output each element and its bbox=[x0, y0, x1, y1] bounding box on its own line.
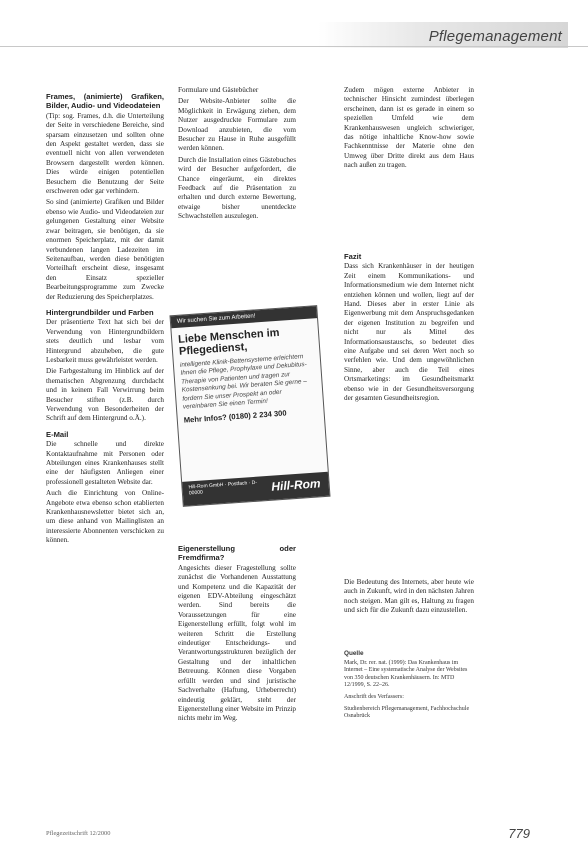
ad-address: Hill-Rom GmbH · Postfach · D-00000 bbox=[188, 479, 258, 497]
paragraph: Auch die Einrichtung von Online-Angebote etwa ebenso schon etablierten Krankenhausnewsletter bietet sich an, um diese anhand von Mailinglisten an interessierte Abonnenten verschicken zu können. bbox=[46, 489, 164, 545]
paragraph: Dass sich Krankenhäuser in der heutigen Zeit einem Kommunikations- und Informationsmedium wie dem Internet nicht entziehen können und wollen, liegt auf der Hand. Dieses aber in erster Linie als Eigenwerbung mit dem Anspruchsgedanken der eigenen Institution zu begreifen und nicht nur als Mittel des Informationsaustauschs, so bedeutet dies eine Aufgabe und sei deren Wert noch so verfehlen wie. Und dem ungewöhnlichen Sinne, aber auch die Teil eines Ortsmarketings: im Gesundheitsmarkt ebenso wie in der Gesundheitsversorgung der gesamten Gesundheitsregion. bbox=[344, 262, 474, 403]
sources-block bbox=[344, 650, 474, 725]
ad-phone: Mehr Infos? (0180) 2 234 300 bbox=[183, 408, 287, 426]
subheading-fazit: Fazit bbox=[344, 252, 362, 261]
header-rule bbox=[0, 46, 588, 47]
author-address: Studienbereich Pflegemanagement, Fachhochschule Osnabrück bbox=[344, 705, 470, 720]
paragraph: Der Website-Anbieter sollte die Möglichkeit in Erwägung ziehen, dem Nutzer ausgedruckte Formulare zum Download anzubieten, die vom Besucher zu Hause in Ruhe ausgefüllt werden können. bbox=[178, 97, 296, 153]
paragraph: (Tip: sog. Frames, d.h. die Unterteilung der Seite in verschiedene Bereiche, sind sparsam einzusetzen und sollten ohne den Aspekt gestaltet werden, dass sie eventuell nicht von allen verwendeten Browsern dargestellt werden können. Dies würde einigen potentiellen Besuchern die Benutzung der Seite erschweren oder gar verhindern. bbox=[46, 111, 164, 196]
journal-reference: Pflegezeitschrift 12/2000 bbox=[46, 830, 111, 837]
subheading-email: E-Mail bbox=[46, 429, 69, 439]
ad-footer bbox=[182, 472, 329, 506]
subheading-hintergrund: Hintergrundbilder und Farben bbox=[46, 307, 154, 317]
paragraph: Angesichts dieser Fragestellung sollte zunächst die Vorhandenen Ausstattung und Kompetenz und die Kapazität der eigenen EDV-Abteilung eingeschätzt werden. Sind bereits die Voraussetzungen für eine Eigenerstellung erfüllt, folgt wohl im weiteren Schritt die Erstellung eindeutiger Entscheidungs- und Verantwortungsstrukturen bezüglich der Gestaltung und der inhaltlichen Betreuung. Können diese Vorgaben erfüllt werden und sind juristische Sachverhalte (Haftung, Urheberrecht) eindeutig geklärt, steht der Eigenerstellung einer Website im Prinzip nichts mehr im Weg. bbox=[178, 563, 296, 723]
column-3-closing bbox=[344, 578, 474, 618]
page-section-title: Pflegemanagement bbox=[428, 28, 562, 45]
page-number: 779 bbox=[508, 826, 530, 841]
ad-title: Liebe Menschen im Pflegedienst, bbox=[177, 326, 280, 358]
ad-strip: Wir suchen Sie zum Arbeiten! bbox=[171, 306, 317, 328]
subheading-eigenerstellung: Eigenerstellung oder Fremdfirma? bbox=[178, 544, 296, 563]
ad-logo: Hill-Rom bbox=[270, 476, 322, 494]
ad-body: intelligente Klinik-Bettensysteme erleichtern Ihnen die Pflege, Prophylaxe und Dekubitus-Therapie von Patienten und tragen zur Kostensenkung bei. Wir beraten Sie gerne – fordern Sie unser Prospekt an oder vereinbaren Sie einen Termin! bbox=[179, 353, 308, 411]
advertisement bbox=[169, 305, 330, 507]
sources-text: Mark, Dr. rer. nat. (1999): Das Krankenhaus im Internet – Eine systematische Analyse der Websites von 350 deutschen Krankenhäusern. In: MTD 12/1999, S. 22–26. bbox=[344, 659, 468, 689]
column-2 bbox=[178, 86, 296, 224]
column-1 bbox=[46, 86, 164, 548]
subheading-frames: Frames, (animierte) Grafiken, Bilder, Audio- und Videodateien bbox=[46, 92, 164, 111]
column-3-fazit bbox=[344, 246, 474, 406]
paragraph: Die Farbgestaltung im Hinblick auf der thematischen Abgrenzung durchdacht und in keinem Fall Verwirrung beim Besucher stiften (z.B. durch Verwendung von Besonderheiten der Schrift auf dem Hintergrund o.Ä.). bbox=[46, 367, 164, 423]
paragraph: Durch die Installation eines Gästebuches wird der Besucher aufgefordert, die Chance eingeräumt, ein direktes Feedback auf die Präsentation zu erhalten und durch externe Bewertung, etwaige bisher unentdeckte Schwachstellen auszulegen. bbox=[178, 155, 296, 221]
column-3 bbox=[344, 86, 474, 173]
paragraph: Die schnelle und direkte Kontaktaufnahme mit Personen oder Abteilungen eines Krankenhauses stellt eine der häufigsten Anliegen einer professionell gestalteten Website dar. bbox=[46, 440, 164, 486]
author-label: Anschrift des Verfassers: bbox=[344, 693, 404, 700]
column-2-lower bbox=[178, 538, 296, 726]
paragraph: Die Bedeutung des Internets, aber heute wie auch in Zukunft, wird in den nächsten Jahren noch steigen. Man gilt es, Haltung zu fragen und sich für die Zukunft dazu einzustellen. bbox=[344, 578, 474, 615]
paragraph: So sind (animierte) Grafiken und Bilder ebenso wie Audio- und Videodateien zur gelungenen Gestaltung einer Website zwar beitragen, sie benötigen, da sie enormen Speicherplatz, mit der damit verbundenen langen Ladezeiten im Seitenaufbau, werden diese benötigten Vorteilhaft erscheint diese, insgesamt den Einsatz spezieller Bearbeitungsprogramme zum Zwecke der Reduzierung des Speicherplatzes. bbox=[46, 198, 164, 301]
paragraph: Der präsentierte Text hat sich bei der Verwendung von Hintergrundbildern stets deutlich und lesbar vom Hintergrund abzuheben, die gute Lesbarkeit muss gewährleistet werden. bbox=[46, 318, 164, 364]
paragraph: Formulare und Gästebücher bbox=[178, 86, 259, 94]
paragraph: Zudem mögen externe Anbieter in technischer Hinsicht zumindest überlegen erscheinen, dann ist es gerade in einem so speziellen Umfeld wie dem Krankenhauswesen ungleich schwieriger, das nötige inhaltliche Know-how sowie Fachkenntnisse der Materie ohne den Umweg über Dritte direkt aus dem Haus nach außen zu tragen. bbox=[344, 86, 474, 170]
sources-heading: Quelle bbox=[344, 650, 364, 657]
